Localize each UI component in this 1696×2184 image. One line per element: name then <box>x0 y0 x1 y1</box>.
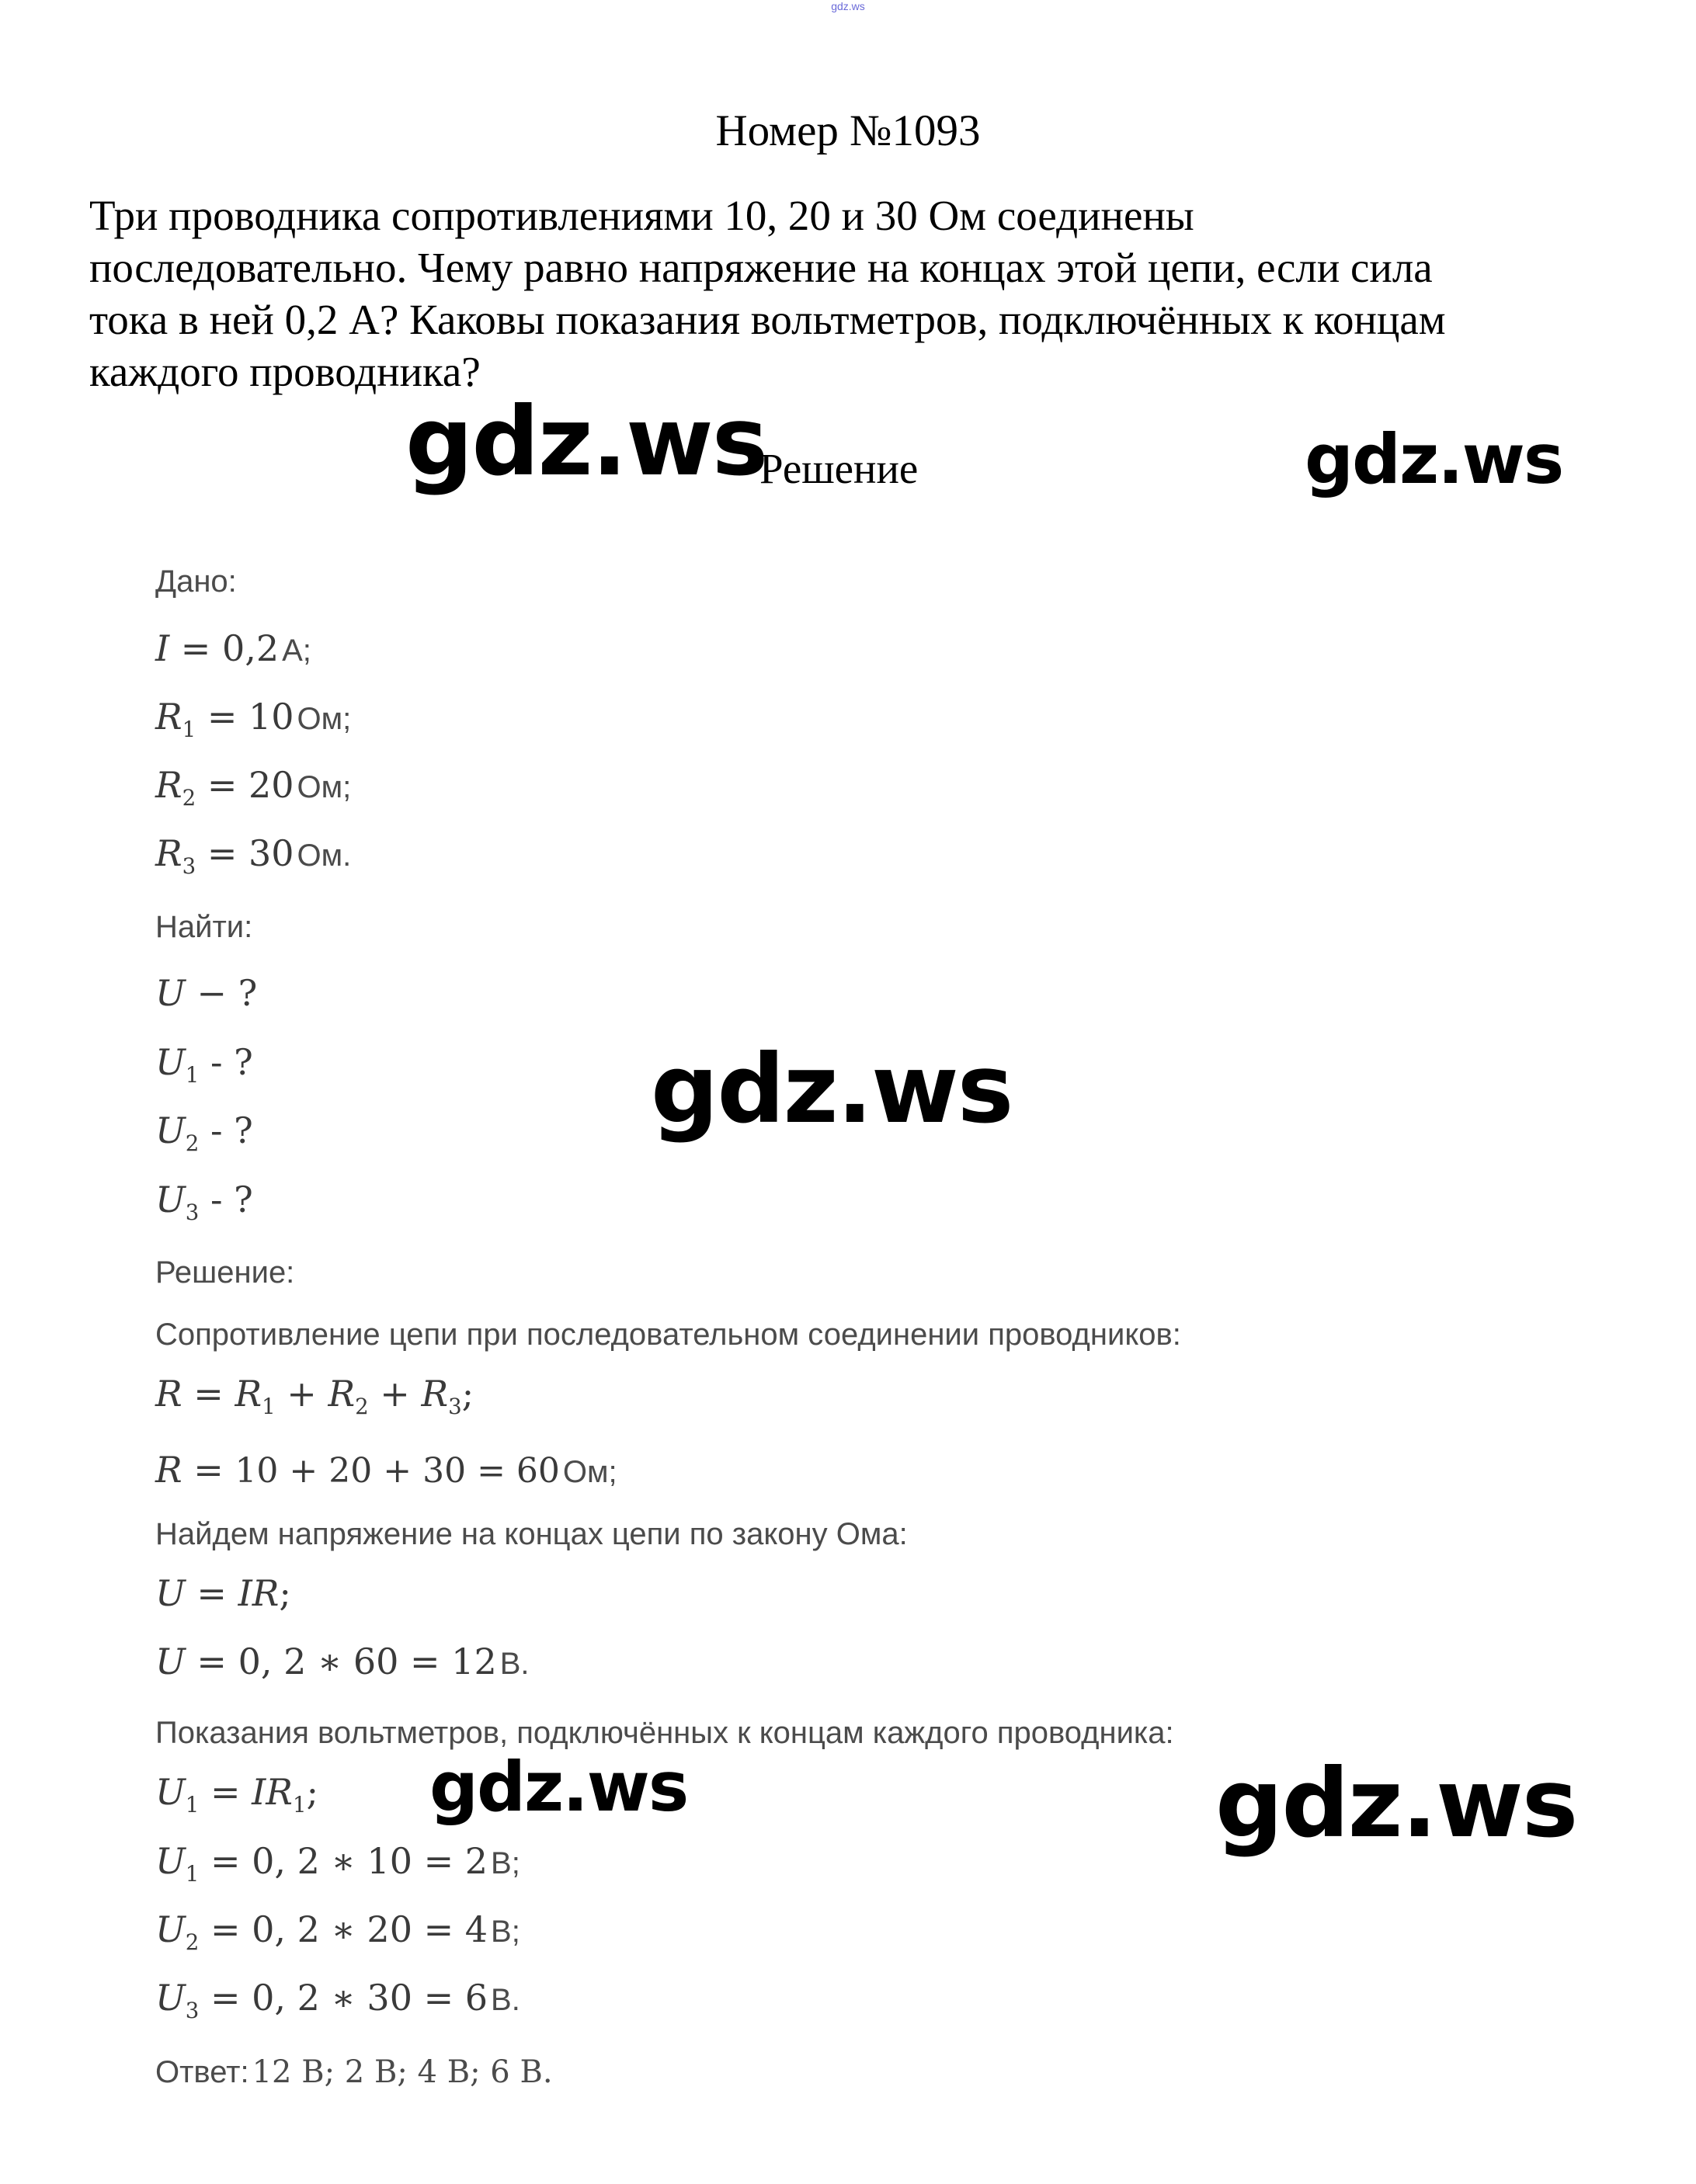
page-title: Номер №1093 <box>715 106 981 155</box>
eq-u2-value: $U_2 = 0$, 2 ∗ 20 = 4 В; <box>155 1908 520 1956</box>
watermark: gdz.ws <box>1305 419 1563 499</box>
find-label: Найти: <box>155 910 253 944</box>
text-voltage: Найдем напряжение на концах цепи по закону Ома: <box>155 1517 908 1551</box>
eq-u1-formula: $U_1 = IR_1$; <box>155 1771 319 1818</box>
find-u: U − ? <box>155 972 258 1014</box>
find-u3: $U_3$ - ? <box>155 1179 253 1226</box>
given-current: I = 0,2 А; <box>155 627 311 669</box>
watermark: gdz.ws <box>651 1034 1013 1144</box>
eq-u1-value: $U_1 = 0$, 2 ∗ 10 = 2 В; <box>155 1840 520 1887</box>
problem-line: каждого проводника? <box>89 348 481 395</box>
given-r1: $R_1 = 10$ Ом; <box>155 696 352 743</box>
given-label: Дано: <box>155 564 237 599</box>
eq-resistance-value: R = 10 + 20 + 30 = 60 Ом; <box>155 1449 617 1491</box>
eq-resistance-sum: $R = R_1 + R_2 + R_3$; <box>155 1373 474 1420</box>
eq-voltage-formula: U = IR; <box>155 1572 291 1614</box>
given-r3: $R_3 = 30$ Ом. <box>155 832 352 880</box>
find-u2: $U_2$ - ? <box>155 1109 253 1157</box>
problem-line: Три проводника сопротивлениями 10, 20 и 30 Ом соединены <box>89 192 1194 239</box>
watermark: gdz.ws <box>405 387 767 497</box>
given-r2: $R_2 = 20$ Ом; <box>155 764 352 811</box>
text-voltmeters: Показания вольтметров, подключённых к концам каждого проводника: <box>155 1716 1174 1750</box>
solution-label: Решение: <box>155 1255 295 1290</box>
text-resistance: Сопротивление цепи при последовательном соединении проводников: <box>155 1318 1181 1352</box>
watermark: gdz.ws <box>429 1747 688 1827</box>
problem-line: тока в ней 0,2 А? Каковы показания вольтметров, подключённых к концам <box>89 296 1446 343</box>
problem-text <box>89 189 1642 398</box>
site-mark: gdz.ws <box>831 0 865 12</box>
watermark: gdz.ws <box>1215 1748 1577 1859</box>
find-u1: $U_1$ - ? <box>155 1041 253 1089</box>
section-subtitle: Решение <box>759 445 919 492</box>
eq-voltage-value: U = 0, 2 ∗ 60 = 12 В. <box>155 1641 530 1682</box>
problem-line: последовательно. Чему равно напряжение на концах этой цепи, если сила <box>89 244 1433 291</box>
answer: Ответ: 12 В; 2 В; 4 В; 6 В. <box>155 2054 553 2090</box>
eq-u3-value: $U_3 = 0$, 2 ∗ 30 = 6 В. <box>155 1977 520 2024</box>
